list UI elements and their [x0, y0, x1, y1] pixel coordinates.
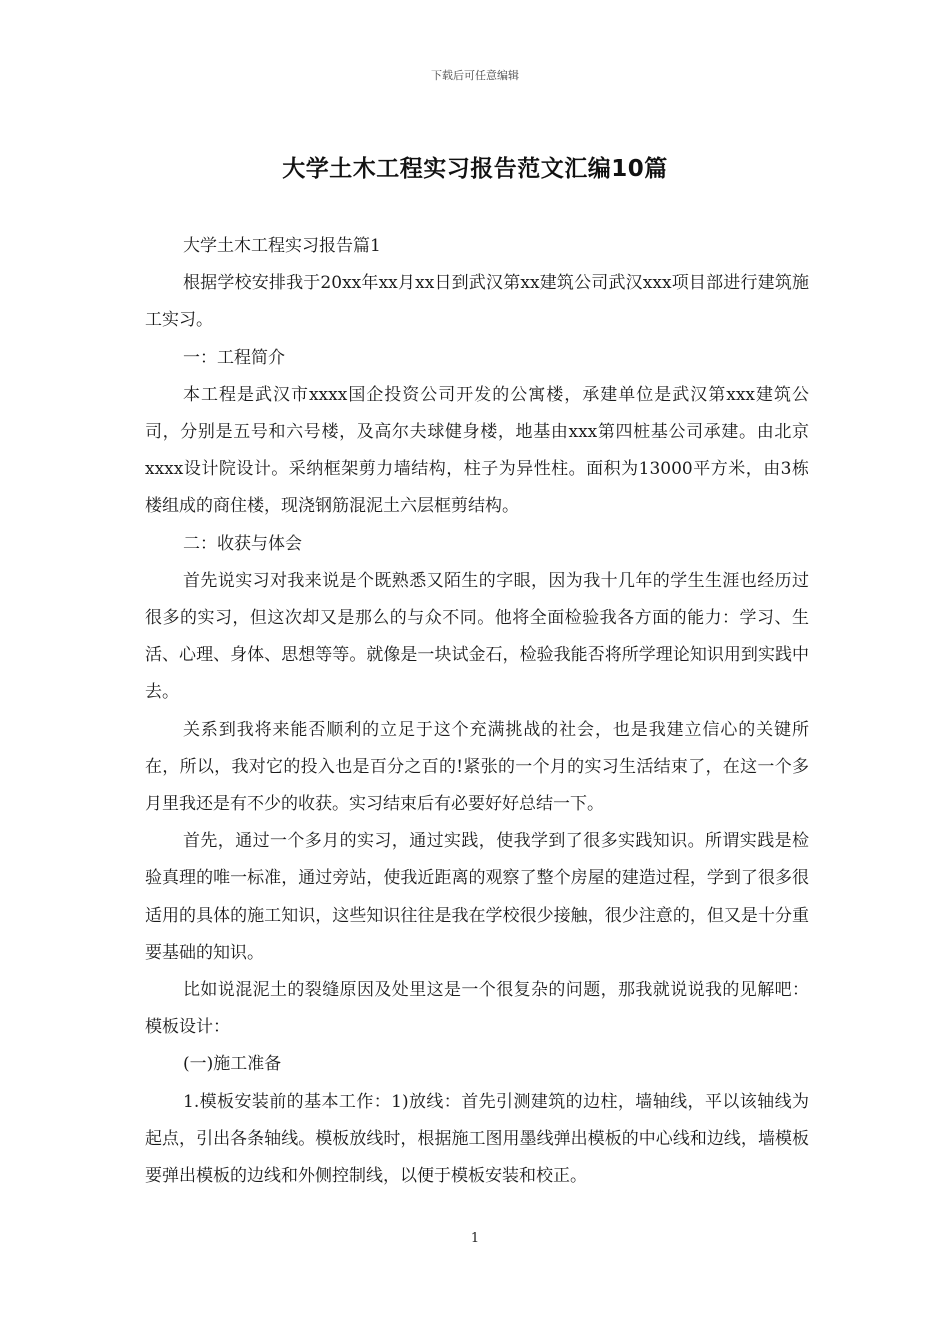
- paragraph: 首先，通过一个多月的实习，通过实践，使我学到了很多实践知识。所谓实践是检验真理的唯一标准，通过旁站，使我近距离的观察了整个房屋的建造过程，学到了很多很适用的具体的施工知识，这些知识往往是我在学校很少接触，很少注意的，但又是十分重要基础的知识。: [145, 831, 809, 963]
- section-heading: 一：工程简介: [183, 347, 285, 368]
- section-heading: 二：收获与体会: [183, 533, 302, 554]
- paragraph: 首先说实习对我来说是个既熟悉又陌生的字眼，因为我十几年的学生生涯也经历过很多的实习，但这次却又是那么的与众不同。他将全面检验我各方面的能力：学习、生活、心理、身体、思想等等。就像是一块试金石，检验我能否将所学理论知识用到实践中去。: [145, 570, 809, 703]
- paragraph: 关系到我将来能否顺利的立足于这个充满挑战的社会，也是我建立信心的关键所在，所以，我对它的投入也是百分之百的!紧张的一个月的实习生活结束了，在这一个多月里我还是有不少的收获。实习结束后有必要好好总结一下。: [145, 719, 809, 815]
- section-heading: 大学土木工程实习报告篇1: [183, 236, 381, 256]
- paragraph: 本工程是武汉市xxxx国企投资公司开发的公寓楼，承建单位是武汉第xxx建筑公司，分别是五号和六号楼，及高尔夫球健身楼，地基由xxx第四桩基公司承建。由北京xxxx设计院设计。采纳框架剪力墙结构，柱子为异性柱。面积为13000平方米，由3栋楼组成的商住楼，现浇钢筋混泥土六层框剪结构。: [145, 384, 809, 517]
- section-heading: (一)施工准备: [183, 1054, 282, 1075]
- document-title: 大学土木工程实习报告范文汇编10篇: [282, 156, 668, 182]
- paragraph: 根据学校安排我于20xx年xx月xx日到武汉第xx建筑公司武汉xxx项目部进行建筑施工实习。: [145, 273, 809, 331]
- page-number: 1: [470, 1231, 480, 1246]
- header-note: 下载后可任意编辑: [431, 69, 519, 82]
- document-body: [145, 228, 809, 1195]
- paragraph: 比如说混泥土的裂缝原因及处里这是一个很复杂的问题，那我就说说我的见解吧：模板设计：: [145, 980, 809, 1038]
- paragraph: 1.模板安装前的基本工作：1)放线：首先引测建筑的边柱，墙轴线，平以该轴线为起点，引出各条轴线。模板放线时，根据施工图用墨线弹出模板的中心线和边线，墙模板要弹出模板的边线和外侧控制线，以便于模板安装和校正。: [145, 1091, 809, 1187]
